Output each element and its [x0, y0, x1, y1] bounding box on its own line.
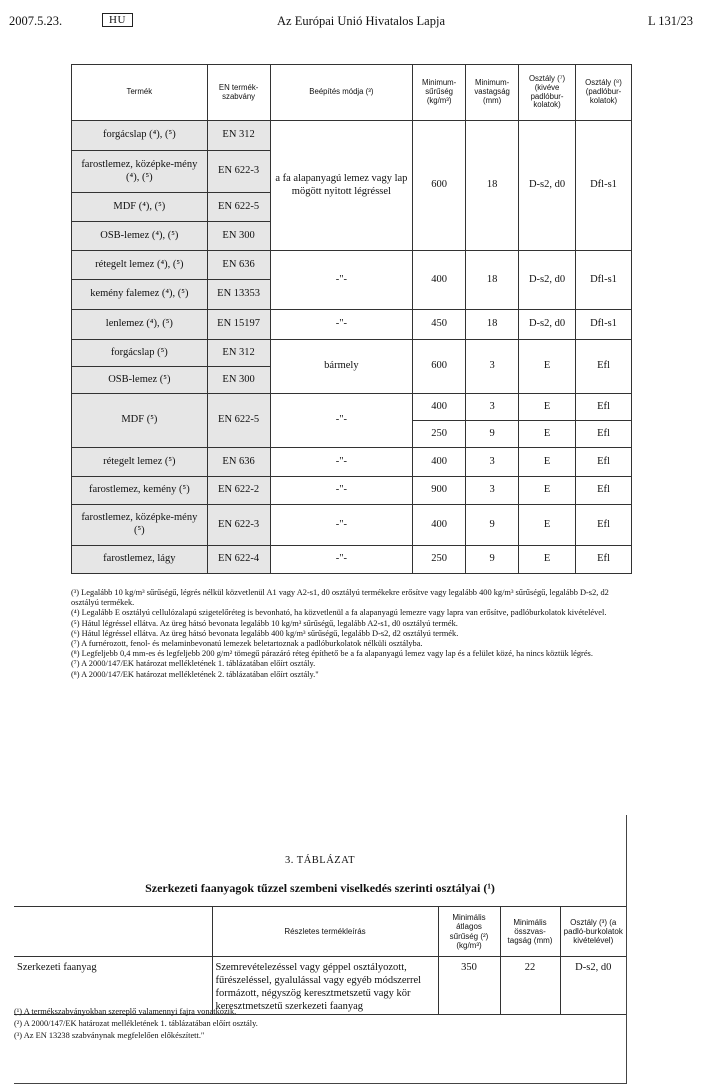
class-cell: E [519, 448, 576, 477]
standard-cell: EN 622-3 [207, 505, 270, 546]
col-header: Osztály (³) (a padló-burkolatok kivételével) [560, 907, 626, 957]
standard-cell: EN 636 [207, 251, 270, 280]
density-cell: 400 [413, 505, 466, 546]
product-cell: rétegelt lemez (⁵) [72, 448, 208, 477]
floor-class-cell: Dfl-s1 [576, 121, 632, 251]
product-cell: kemény falemez (⁴), (⁵) [72, 280, 208, 310]
table-row [72, 505, 632, 546]
standard-cell: EN 636 [207, 448, 270, 477]
product-cell: Szerkezeti faanyag [14, 957, 212, 1015]
class-cell: E [519, 546, 576, 574]
col-header: Minimális átlagos sűrűség (²) (kg/m³) [438, 907, 500, 957]
col-header [14, 907, 212, 957]
table1-footnotes [71, 588, 632, 680]
table3-section [14, 815, 627, 1084]
standard-cell: EN 15197 [207, 310, 270, 340]
footnote: (²) A 2000/147/EK határozat mellékletének 1. táblázatában előírt osztály. [14, 1019, 258, 1028]
product-cell: lenlemez (⁴), (⁵) [72, 310, 208, 340]
col-header: Minimális összvas-tagság (mm) [500, 907, 560, 957]
table-row [72, 546, 632, 574]
footnote: (⁴) Legalább E osztályú cellulózalapú szigetelőréteg is bevonható, ha közvetlenül a fa alapanyagú lemezre vagy lapra van erősítve, padlóburkolatok kivételével. [71, 608, 607, 618]
table3-title: 3. TÁBLÁZAT [284, 855, 356, 866]
classification-table [71, 64, 632, 574]
standard-cell: EN 312 [207, 121, 270, 151]
standard-cell: EN 300 [207, 367, 270, 394]
density-cell: 250 [413, 546, 466, 574]
class-cell: E [519, 394, 576, 421]
class-cell: D-s2, d0 [560, 957, 626, 1015]
standard-cell: EN 312 [207, 340, 270, 367]
footnote: (⁸) Legfeljebb 0,4 mm-es és legfeljebb 200 g/m² tömegű párazáró réteg építhető be a fa alapanyagú lemez vagy lap és a felület közé, ha nincs köztük légrés. [71, 649, 593, 659]
mount-cell: a fa alapanyagú lemez vagy lap mögött nyitott légréssel [270, 121, 413, 251]
density-cell: 400 [413, 251, 466, 310]
footnote: (⁶) Hátul légréssel ellátva. Az üreg hátsó bevonata legalább 400 kg/m³ sűrűségű, legalább D-s2, d2 osztályú termék. [71, 628, 459, 638]
table-row [72, 448, 632, 477]
product-cell: rétegelt lemez (⁴), (⁵) [72, 251, 208, 280]
floor-class-cell: Efl [576, 546, 632, 574]
footnote: (¹) A termékszabványokban szereplő valamennyi fajra vonatkozik. [14, 1007, 237, 1016]
mount-cell: bármely [270, 340, 413, 394]
standard-cell: EN 622-5 [207, 193, 270, 222]
floor-class-cell: Efl [576, 477, 632, 505]
col-header: Termék [72, 65, 208, 121]
floor-class-cell: Efl [576, 340, 632, 394]
mount-cell: -"- [270, 477, 413, 505]
thickness-cell: 18 [466, 310, 519, 340]
standard-cell: EN 622-5 [207, 394, 270, 448]
thickness-cell: 9 [466, 505, 519, 546]
footnote: (⁵) Hátul légréssel ellátva. Az üreg hátsó bevonata legalább 10 kg/m³ sűrűségű, legalább A2-s1, d0 osztályú termék. [71, 618, 458, 628]
col-header: Beépítés módja (³) [270, 65, 413, 121]
class-cell: D-s2, d0 [519, 121, 576, 251]
density-cell: 400 [413, 448, 466, 477]
density-cell: 350 [438, 957, 500, 1015]
standard-cell: EN 300 [207, 222, 270, 251]
floor-class-cell: Dfl-s1 [576, 310, 632, 340]
footnote: (³) Az EN 13238 szabványnak megfelelően előkészített." [14, 1031, 205, 1040]
product-cell: forgácslap (⁵) [72, 340, 208, 367]
class-cell: E [519, 340, 576, 394]
mount-cell: -"- [270, 394, 413, 448]
floor-class-cell: Efl [576, 448, 632, 477]
thickness-cell: 3 [466, 477, 519, 505]
col-header: Osztály (⁷) (kivéve padlóbur-kolatok) [519, 65, 576, 121]
thickness-cell: 9 [466, 546, 519, 574]
standard-cell: EN 13353 [207, 280, 270, 310]
standard-cell: EN 622-2 [207, 477, 270, 505]
description-cell: Szemrevételezéssel vagy géppel osztályozott, fűrészeléssel, gyalulással vagy egyéb módszerrel formázott, négyszög keresztmetszetű vagy kör keresztmetszetű szerkezeti faanyag [212, 957, 438, 1015]
page-header [9, 14, 693, 36]
product-cell: OSB-lemez (⁴), (⁵) [72, 222, 208, 251]
density-cell: 900 [413, 477, 466, 505]
mount-cell: -"- [270, 251, 413, 310]
product-cell: farostlemez, kemény (⁵) [72, 477, 208, 505]
mount-cell: -"- [270, 546, 413, 574]
density-cell: 250 [413, 421, 466, 448]
table-row [72, 121, 632, 151]
class-cell: E [519, 505, 576, 546]
language-box: HU [102, 13, 133, 27]
product-cell: forgácslap (⁴), (⁵) [72, 121, 208, 151]
thickness-cell: 3 [466, 394, 519, 421]
table-row [72, 394, 632, 421]
class-cell: D-s2, d0 [519, 310, 576, 340]
table3-subtitle: Szerkezeti faanyagok tűzzel szembeni viselkedés szerinti osztályai (¹) [145, 881, 495, 895]
product-cell: farostlemez, középke-mény (⁵) [72, 505, 208, 546]
table-header-row [72, 65, 632, 121]
floor-class-cell: Efl [576, 394, 632, 421]
table-row [72, 477, 632, 505]
col-header: Minimum-vastagság (mm) [466, 65, 519, 121]
mount-cell: -"- [270, 310, 413, 340]
table-row [72, 340, 632, 367]
mount-cell: -"- [270, 505, 413, 546]
class-cell: D-s2, d0 [519, 251, 576, 310]
thickness-cell: 9 [466, 421, 519, 448]
class-cell: E [519, 421, 576, 448]
col-header: Osztály (⁸) (padlóbur-kolatok) [576, 65, 632, 121]
footnote: (⁷) A furnérozott, fenol- és melaminbevonatú lemezek beletartoznak a padlóburkolatok nélküli osztályba. [71, 639, 423, 649]
thickness-cell: 18 [466, 251, 519, 310]
table-header-row [14, 907, 626, 957]
footnote: (⁸) A 2000/147/EK határozat mellékletének 2. táblázatában előírt osztály." [71, 669, 319, 679]
standard-cell: EN 622-4 [207, 546, 270, 574]
footnote: (⁷) A 2000/147/EK határozat mellékletének 1. táblázatában előírt osztály. [71, 659, 316, 669]
thickness-cell: 18 [466, 121, 519, 251]
mount-cell: -"- [270, 448, 413, 477]
product-cell: OSB-lemez (⁵) [72, 367, 208, 394]
page-number: L 131/23 [647, 14, 693, 28]
density-cell: 450 [413, 310, 466, 340]
class-cell: E [519, 477, 576, 505]
thickness-cell: 3 [466, 448, 519, 477]
product-cell: MDF (⁵) [72, 394, 208, 448]
floor-class-cell: Efl [576, 505, 632, 546]
footnote: (³) Legalább 10 kg/m³ sűrűségű, légrés nélkül közvetlenül A1 vagy A2-s1, d0 osztályú termékekre erősítve vagy legalább 400 kg/m³ sűrűségű, legalább D-s2, d2 osztályú termékek. [71, 588, 609, 608]
table3-footnotes [14, 1006, 626, 1042]
thickness-cell: 22 [500, 957, 560, 1015]
product-cell: farostlemez, lágy [72, 546, 208, 574]
publication-date: 2007.5.23. [9, 14, 63, 28]
standard-cell: EN 622-3 [207, 151, 270, 193]
density-cell: 600 [413, 340, 466, 394]
floor-class-cell: Dfl-s1 [576, 251, 632, 310]
table-row [72, 251, 632, 280]
structural-timber-table [14, 906, 626, 1015]
product-cell: farostlemez, középke-mény (⁴), (⁵) [72, 151, 208, 193]
table-row [72, 310, 632, 340]
col-header: Minimum-sűrűség (kg/m³) [413, 65, 466, 121]
col-header: Részletes termékleírás [212, 907, 438, 957]
floor-class-cell: Efl [576, 421, 632, 448]
density-cell: 600 [413, 121, 466, 251]
thickness-cell: 3 [466, 340, 519, 394]
col-header: EN termék-szabvány [207, 65, 270, 121]
journal-title: Az Európai Unió Hivatalos Lapja [277, 14, 446, 28]
density-cell: 400 [413, 394, 466, 421]
product-cell: MDF (⁴), (⁵) [72, 193, 208, 222]
